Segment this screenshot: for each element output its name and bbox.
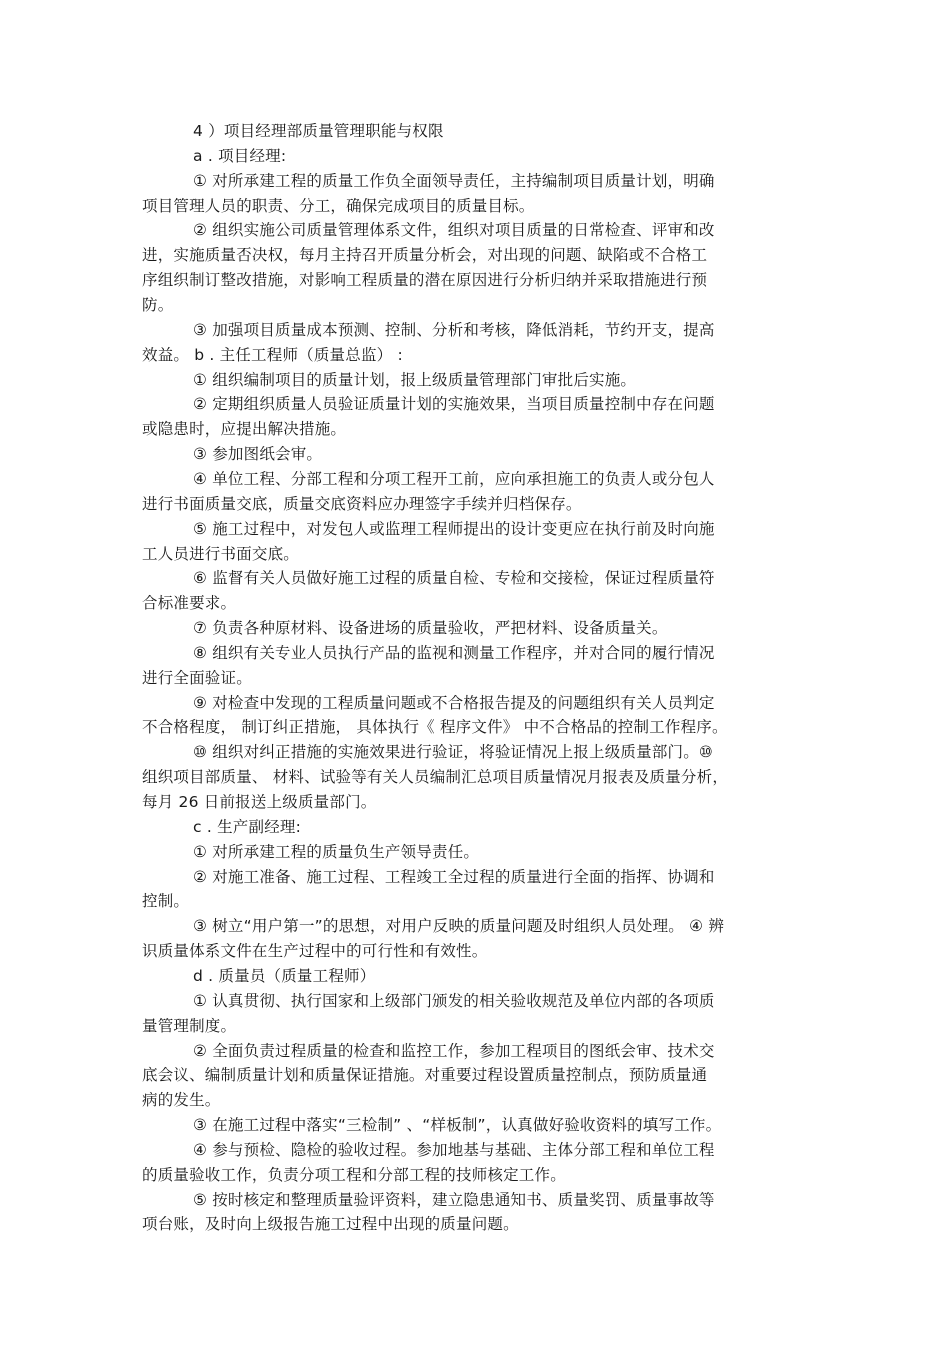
text-line: ⑨ 对检查中发现的工程质量问题或不合格报告提及的问题组织有关人员判定 <box>193 693 715 712</box>
text-line: ③ 参加图纸会审。 <box>193 445 323 464</box>
text-line: ⑤ 施工过程中，对发包人或监理工程师提出的设计变更应在执行前及时向施 <box>193 519 715 538</box>
text-line: ⑦ 负责各种原材料、设备进场的质量验收，严把材料、设备质量关。 <box>193 619 668 637</box>
text-line: 进行书面质量交底，质量交底资料应办理签字手续并归档保存。 <box>142 494 582 513</box>
text-line: ① 组织编制项目的质量计划，报上级质量管理部门审批后实施。 <box>193 370 637 389</box>
text-line: 底会议、编制质量计划和质量保证措施。对重要过程设置质量控制点，预防质量通 <box>142 1066 708 1085</box>
text-line: 组织项目部质量、 材料、试验等有关人员编制汇总项目质量情况月报表及质量分析， <box>142 768 729 787</box>
text-line: 序组织制订整改措施，对影响工程质量的潜在原因进行分析归纳并采取措施进行预 <box>142 271 708 290</box>
text-line: 4 ）项目经理部质量管理职能与权限 <box>193 122 444 140</box>
text-line: c . 生产副经理: <box>193 817 302 836</box>
text-line: ① 对所承建工程的质量工作负全面领导责任，主持编制项目质量计划，明确 <box>193 171 715 190</box>
text-line: ③ 在施工过程中落实“三检制” 、“样板制”，认真做好验收资料的填写工作。 <box>193 1116 722 1134</box>
text-line: 效益。 b . 主任工程师（质量总监） : <box>142 345 403 364</box>
text-line: ④ 参与预检、隐检的验收过程。参加地基与基础、主体分部工程和单位工程 <box>193 1140 715 1159</box>
text-line: 或隐患时，应提出解决措施。 <box>142 420 347 439</box>
text-line: 进行全面验证。 <box>142 668 252 687</box>
text-line: ④ 单位工程、分部工程和分项工程开工前，应向承担施工的负责人或分包人 <box>193 469 715 488</box>
text-line: ② 定期组织质量人员验证质量计划的实施效果，当项目质量控制中存在问题 <box>193 395 715 414</box>
text-line: 工人员进行书面交底。 <box>142 544 300 563</box>
text-line: 控制。 <box>142 892 190 911</box>
text-line: 防。 <box>142 296 174 314</box>
text-line: 识质量体系文件在生产过程中的可行性和有效性。 <box>142 942 488 961</box>
text-line: ③ 树立“用户第一”的思想，对用户反映的质量问题及时组织人员处理。 ④ 辨 <box>193 917 725 936</box>
text-line: 每月 26 日前报送上级质量部门。 <box>142 793 377 811</box>
text-line: ① 认真贯彻、执行国家和上级部门颁发的相关验收规范及单位内部的各项质 <box>193 991 715 1010</box>
text-line: 的质量验收工作，负责分项工程和分部工程的技师核定工作。 <box>142 1165 566 1184</box>
text-line: 病的发生。 <box>142 1091 221 1110</box>
text-line: ③ 加强项目质量成本预测、控制、分析和考核，降低消耗，节约开支，提高 <box>193 320 715 339</box>
text-line: ⑩ 组织对纠正措施的实施效果进行验证，将验证情况上报上级质量部门。⑩ <box>193 743 714 762</box>
text-line: 项目管理人员的职责、分工，确保完成项目的质量目标。 <box>142 196 535 215</box>
text-line: ② 组织实施公司质量管理体系文件，组织对项目质量的日常检查、评审和改 <box>193 221 715 240</box>
text-line: 进，实施质量否决权，每月主持召开质量分析会，对出现的问题、缺陷或不合格工 <box>142 246 708 265</box>
text-line: ② 对施工准备、施工过程、工程竣工全过程的质量进行全面的指挥、协调和 <box>193 867 715 886</box>
text-line: d . 质量员（质量工程师） <box>193 966 376 985</box>
text-line: 合标准要求。 <box>142 594 237 613</box>
text-line: 量管理制度。 <box>142 1016 237 1035</box>
text-line: ① 对所承建工程的质量负生产领导责任。 <box>193 842 480 861</box>
text-line: 不合格程度， 制订纠正措施， 具体执行《 程序文件》 中不合格品的控制工作程序。 <box>142 718 728 737</box>
text-line: 项台账，及时向上级报告施工过程中出现的质量问题。 <box>142 1215 519 1234</box>
text-line: ⑥ 监督有关人员做好施工过程的质量自检、专检和交接检，保证过程质量符 <box>193 569 715 588</box>
text-line: a . 项目经理: <box>193 146 287 165</box>
text-line: ② 全面负责过程质量的检查和监控工作，参加工程项目的图纸会审、技术交 <box>193 1041 715 1060</box>
text-line: ⑤ 按时核定和整理质量验评资料，建立隐患通知书、质量奖罚、质量事故等 <box>193 1190 715 1209</box>
text-line: ⑧ 组织有关专业人员执行产品的监视和测量工作程序，并对合同的履行情况 <box>193 643 715 662</box>
